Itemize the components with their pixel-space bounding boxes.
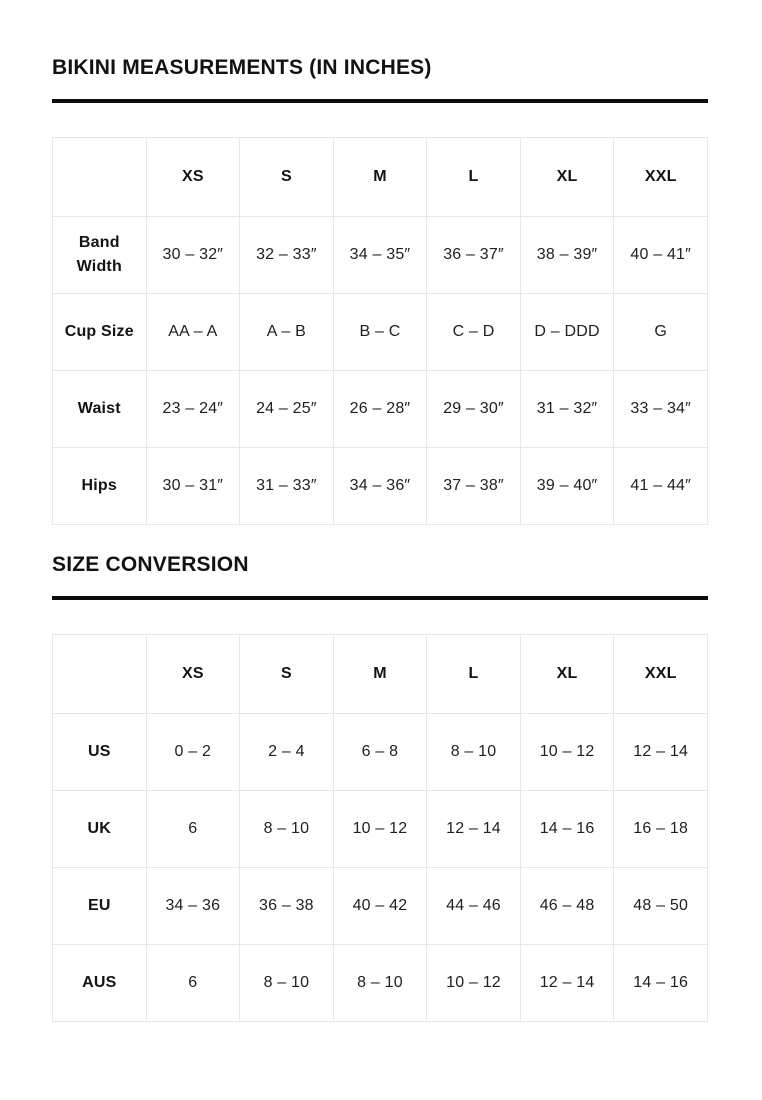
- table-cell: 38 – 39″: [520, 217, 614, 294]
- table-cell: 30 – 32″: [146, 217, 240, 294]
- row-header: EU: [53, 868, 147, 945]
- section-bikini-measurements: [52, 54, 708, 525]
- table-cell: 12 – 14: [614, 714, 708, 791]
- table-row: [53, 294, 708, 371]
- table-cell: A – B: [240, 294, 334, 371]
- column-header: M: [333, 138, 427, 217]
- table-cell: 6: [146, 791, 240, 868]
- column-header: XXL: [614, 138, 708, 217]
- table-cell: 46 – 48: [520, 868, 614, 945]
- table-cell: 48 – 50: [614, 868, 708, 945]
- row-header: AUS: [53, 945, 147, 1022]
- table-cell: 30 – 31″: [146, 448, 240, 525]
- table-cell: 40 – 42: [333, 868, 427, 945]
- table-cell: 37 – 38″: [427, 448, 521, 525]
- row-header: Band Width: [53, 217, 147, 294]
- table-cell: 34 – 35″: [333, 217, 427, 294]
- table-row: [53, 217, 708, 294]
- table-cell: 36 – 38: [240, 868, 334, 945]
- table-cell: 16 – 18: [614, 791, 708, 868]
- table-cell: 6: [146, 945, 240, 1022]
- title-underline: [52, 99, 708, 103]
- column-header: S: [240, 635, 334, 714]
- title-underline: [52, 596, 708, 600]
- table-cell: 31 – 33″: [240, 448, 334, 525]
- table-cell: 44 – 46: [427, 868, 521, 945]
- row-header: Waist: [53, 371, 147, 448]
- column-header: L: [427, 138, 521, 217]
- corner-cell: [53, 635, 147, 714]
- table-cell: 40 – 41″: [614, 217, 708, 294]
- table-cell: 26 – 28″: [333, 371, 427, 448]
- header-row: [53, 635, 708, 714]
- table-cell: D – DDD: [520, 294, 614, 371]
- table-row: [53, 945, 708, 1022]
- column-header: M: [333, 635, 427, 714]
- column-header: XS: [146, 138, 240, 217]
- table-cell: 29 – 30″: [427, 371, 521, 448]
- table-cell: 36 – 37″: [427, 217, 521, 294]
- row-header: UK: [53, 791, 147, 868]
- table-cell: AA – A: [146, 294, 240, 371]
- table-cell: 12 – 14: [427, 791, 521, 868]
- bikini-measurements-table: [52, 137, 708, 525]
- column-header: XL: [520, 635, 614, 714]
- size-conversion-title: SIZE CONVERSION: [52, 553, 249, 576]
- table-cell: 0 – 2: [146, 714, 240, 791]
- column-header: S: [240, 138, 334, 217]
- corner-cell: [53, 138, 147, 217]
- row-header: Cup Size: [53, 294, 147, 371]
- table-cell: 32 – 33″: [240, 217, 334, 294]
- table-row: [53, 791, 708, 868]
- table-cell: 10 – 12: [427, 945, 521, 1022]
- table-cell: 24 – 25″: [240, 371, 334, 448]
- table-row: [53, 868, 708, 945]
- section-size-conversion: [52, 551, 708, 1022]
- table-row: [53, 448, 708, 525]
- table-row: [53, 714, 708, 791]
- table-cell: 10 – 12: [520, 714, 614, 791]
- table-cell: G: [614, 294, 708, 371]
- table-cell: B – C: [333, 294, 427, 371]
- table-cell: 8 – 10: [427, 714, 521, 791]
- table-cell: 34 – 36″: [333, 448, 427, 525]
- table-cell: 31 – 32″: [520, 371, 614, 448]
- row-header: Hips: [53, 448, 147, 525]
- table-cell: 39 – 40″: [520, 448, 614, 525]
- bikini-measurements-title: BIKINI MEASUREMENTS (IN INCHES): [52, 56, 432, 79]
- table-cell: 41 – 44″: [614, 448, 708, 525]
- size-conversion-table: [52, 634, 708, 1022]
- row-header: US: [53, 714, 147, 791]
- table-cell: 34 – 36: [146, 868, 240, 945]
- table-cell: 8 – 10: [240, 945, 334, 1022]
- table-cell: 12 – 14: [520, 945, 614, 1022]
- header-row: [53, 138, 708, 217]
- table-cell: 33 – 34″: [614, 371, 708, 448]
- table-cell: 23 – 24″: [146, 371, 240, 448]
- table-cell: 14 – 16: [614, 945, 708, 1022]
- column-header: XXL: [614, 635, 708, 714]
- table-cell: 10 – 12: [333, 791, 427, 868]
- table-cell: 2 – 4: [240, 714, 334, 791]
- column-header: XL: [520, 138, 614, 217]
- table-cell: 8 – 10: [333, 945, 427, 1022]
- column-header: L: [427, 635, 521, 714]
- table-row: [53, 371, 708, 448]
- table-cell: 14 – 16: [520, 791, 614, 868]
- column-header: XS: [146, 635, 240, 714]
- table-cell: 8 – 10: [240, 791, 334, 868]
- table-cell: C – D: [427, 294, 521, 371]
- table-cell: 6 – 8: [333, 714, 427, 791]
